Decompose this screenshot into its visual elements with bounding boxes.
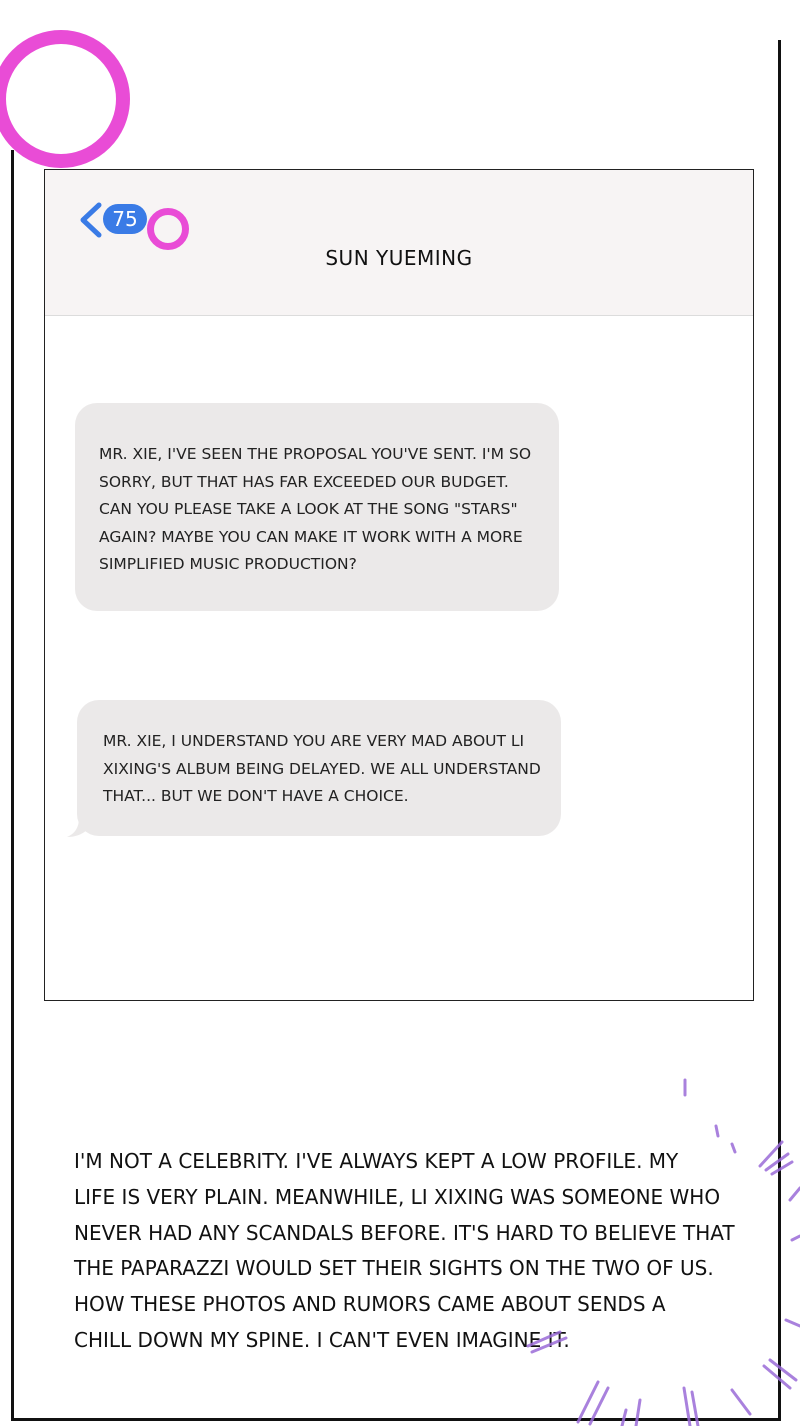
narration-line: THE PAPARAZZI WOULD SET THEIR SIGHTS ON THE TWO OF US.: [74, 1256, 714, 1281]
message-line: THAT... BUT WE DON'T HAVE A CHOICE.: [103, 787, 409, 805]
message-line: MR. XIE, I UNDERSTAND YOU ARE VERY MAD ABOUT LI: [103, 732, 525, 750]
message-line: SIMPLIFIED MUSIC PRODUCTION?: [99, 555, 357, 573]
narration-line: LIFE IS VERY PLAIN. MEANWHILE, LI XIXING WAS SOMEONE WHO: [74, 1184, 721, 1209]
message-line: MR. XIE, I'VE SEEN THE PROPOSAL YOU'VE SENT. I'M SO: [99, 445, 532, 463]
chat-header: [45, 170, 753, 316]
message-line: AGAIN? MAYBE YOU CAN MAKE IT WORK WITH A MORE: [99, 527, 523, 546]
unread-count-badge[interactable]: 75: [103, 204, 147, 234]
phone-screen: [44, 169, 754, 1001]
panel-border-left: [11, 150, 14, 1420]
message-bubble: [77, 700, 561, 836]
narration-line: I'M NOT A CELEBRITY. I'VE ALWAYS KEPT A LOW PROFILE. MY: [74, 1149, 679, 1173]
narration-line: NEVER HAD ANY SCANDALS BEFORE. IT'S HARD TO BELIEVE THAT: [74, 1220, 735, 1245]
message-line: SORRY, BUT THAT HAS FAR EXCEEDED OUR BUDGET.: [99, 472, 509, 491]
pink-circle-mark-small: [147, 208, 189, 250]
narration-line: HOW THESE PHOTOS AND RUMORS CAME ABOUT SENDS A: [74, 1292, 666, 1317]
narration-line: CHILL DOWN MY SPINE. I CAN'T EVEN IMAGINE IT.: [74, 1327, 570, 1352]
message-line: XIXING'S ALBUM BEING DELAYED. WE ALL UNDERSTAND: [103, 759, 541, 778]
pink-circle-mark-large: [0, 30, 130, 168]
burst-lines-decoration: [520, 1070, 800, 1426]
message-line: CAN YOU PLEASE TAKE A LOOK AT THE SONG "STARS": [99, 500, 518, 518]
message-bubble: [75, 403, 559, 611]
contact-name: SUN YUEMING: [325, 246, 473, 270]
